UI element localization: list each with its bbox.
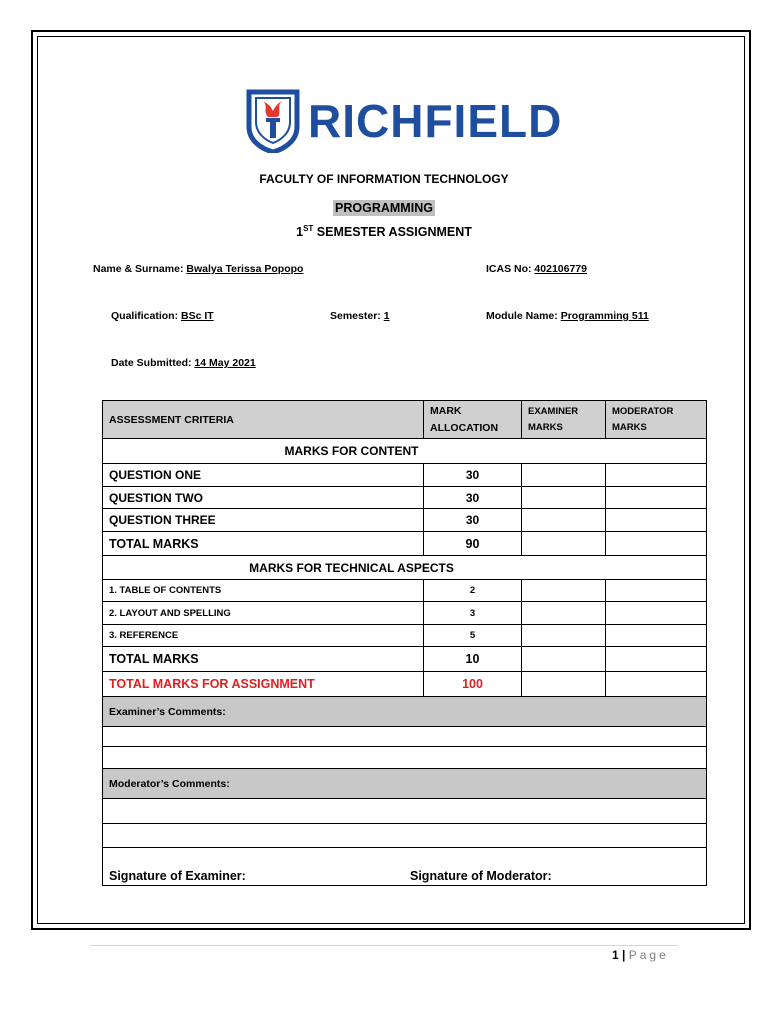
technical-section-title: MARKS FOR TECHNICAL ASPECTS [103, 556, 707, 580]
richfield-logo [246, 89, 563, 153]
content-section-title: MARKS FOR CONTENT [103, 439, 707, 464]
mark-header-line1: MARK [430, 404, 462, 417]
page-number [612, 948, 669, 962]
moderator-mark-cell[interactable] [606, 602, 707, 625]
section-row [103, 556, 707, 580]
torch-shield-icon [246, 89, 300, 153]
page-number-value: 1 [612, 948, 619, 962]
signature-row [103, 848, 707, 886]
mark-header-line2: ALLOCATION [430, 421, 499, 434]
examiner-mark-cell[interactable] [522, 509, 606, 532]
mark-allocation-header [424, 401, 522, 439]
moderator-header-line1: MODERATOR [612, 405, 674, 417]
examiner-comments-label: Examiner’s Comments: [103, 697, 707, 727]
examiner-signature-label: Signature of Examiner: [109, 869, 246, 883]
technical-total-row [103, 647, 707, 672]
moderator-header-line2: MARKS [612, 421, 647, 433]
criteria-header: ASSESSMENT CRITERIA [103, 401, 424, 439]
moderator-marks-header [606, 401, 707, 439]
examiner-mark-cell[interactable] [522, 487, 606, 509]
mark-cell: 2 [424, 580, 522, 602]
mark-cell: 90 [424, 532, 522, 556]
table-row [103, 625, 707, 647]
logo-wordmark: RICHFIELD [308, 95, 563, 147]
date-field [111, 357, 256, 369]
examiner-mark-cell[interactable] [522, 532, 606, 556]
criteria-cell: TOTAL MARKS [103, 647, 424, 672]
examiner-comment-line [103, 747, 707, 769]
comment-input-cell[interactable] [103, 824, 707, 848]
qualification-label: Qualification: [111, 310, 182, 322]
examiner-comments-header-row [103, 697, 707, 727]
semester-text: SEMESTER ASSIGNMENT [313, 225, 472, 240]
course-title-highlight: PROGRAMMING [335, 201, 433, 215]
examiner-header-line2: MARKS [528, 421, 563, 433]
examiner-mark-cell[interactable] [522, 672, 606, 697]
criteria-cell: TOTAL MARKS [103, 532, 424, 556]
criteria-cell: 1. TABLE OF CONTENTS [103, 580, 424, 602]
date-value: 14 May 2021 [194, 357, 256, 369]
table-row [103, 580, 707, 602]
name-value: Bwalya Terissa Popopo [186, 263, 304, 275]
examiner-mark-cell[interactable] [522, 647, 606, 672]
mark-cell: 100 [424, 672, 522, 697]
faculty-title: FACULTY OF INFORMATION TECHNOLOGY [259, 172, 509, 186]
assignment-total-row [103, 672, 707, 697]
mark-cell: 5 [424, 625, 522, 647]
course-title [0, 201, 768, 215]
semester-field [330, 310, 390, 322]
moderator-mark-cell[interactable] [606, 647, 707, 672]
footer-divider [90, 945, 678, 946]
moderator-comments-header-row [103, 769, 707, 799]
examiner-marks-header [522, 401, 606, 439]
name-field [93, 263, 303, 275]
qualification-value: BSc IT [181, 310, 214, 322]
moderator-mark-cell[interactable] [606, 532, 707, 556]
examiner-mark-cell[interactable] [522, 602, 606, 625]
assignment-title [0, 224, 768, 239]
page-separator: | [618, 948, 629, 962]
criteria-cell: TOTAL MARKS FOR ASSIGNMENT [103, 672, 424, 697]
examiner-header-line1: EXAMINER [528, 405, 579, 417]
mark-cell: 30 [424, 464, 522, 487]
table-row [103, 602, 707, 625]
criteria-cell: QUESTION THREE [103, 509, 424, 532]
mark-cell: 10 [424, 647, 522, 672]
page-label: Page [628, 948, 669, 962]
section-row [103, 439, 707, 464]
mark-cell: 3 [424, 602, 522, 625]
moderator-mark-cell[interactable] [606, 509, 707, 532]
semester-label: Semester: [330, 310, 384, 322]
module-value: Programming 511 [560, 310, 649, 322]
criteria-cell: 3. REFERENCE [103, 625, 424, 647]
moderator-mark-cell[interactable] [606, 672, 707, 697]
semester-suffix: ST [303, 224, 314, 233]
semester-value: 1 [383, 310, 390, 322]
comment-input-cell[interactable] [103, 799, 707, 824]
semester-ordinal: 1 [296, 225, 304, 240]
criteria-cell: QUESTION TWO [103, 487, 424, 509]
module-label: Module Name: [486, 310, 561, 322]
name-label: Name & Surname: [93, 263, 187, 275]
examiner-mark-cell[interactable] [522, 625, 606, 647]
examiner-comment-line [103, 727, 707, 747]
assessment-table [102, 400, 707, 886]
moderator-mark-cell[interactable] [606, 487, 707, 509]
date-label: Date Submitted: [111, 357, 195, 369]
qualification-field [111, 310, 214, 322]
table-row [103, 487, 707, 509]
moderator-mark-cell[interactable] [606, 464, 707, 487]
moderator-comment-line [103, 824, 707, 848]
examiner-mark-cell[interactable] [522, 464, 606, 487]
examiner-mark-cell[interactable] [522, 580, 606, 602]
criteria-cell: QUESTION ONE [103, 464, 424, 487]
content-total-row [103, 532, 707, 556]
comment-input-cell[interactable] [103, 747, 707, 769]
table-row [103, 464, 707, 487]
table-row [103, 509, 707, 532]
criteria-cell: 2. LAYOUT AND SPELLING [103, 602, 424, 625]
comment-input-cell[interactable] [103, 727, 707, 747]
mark-cell: 30 [424, 509, 522, 532]
mark-cell: 30 [424, 487, 522, 509]
moderator-signature-label: Signature of Moderator: [410, 869, 552, 883]
icas-label: ICAS No: [486, 263, 535, 275]
icas-field [486, 263, 587, 275]
moderator-mark-cell[interactable] [606, 625, 707, 647]
moderator-comment-line [103, 799, 707, 824]
icas-value: 402106779 [534, 263, 587, 275]
moderator-mark-cell[interactable] [606, 580, 707, 602]
table-header-row [103, 401, 707, 439]
signature-cell [103, 848, 707, 886]
moderator-comments-label: Moderator’s Comments: [103, 769, 707, 799]
module-field [486, 310, 649, 322]
